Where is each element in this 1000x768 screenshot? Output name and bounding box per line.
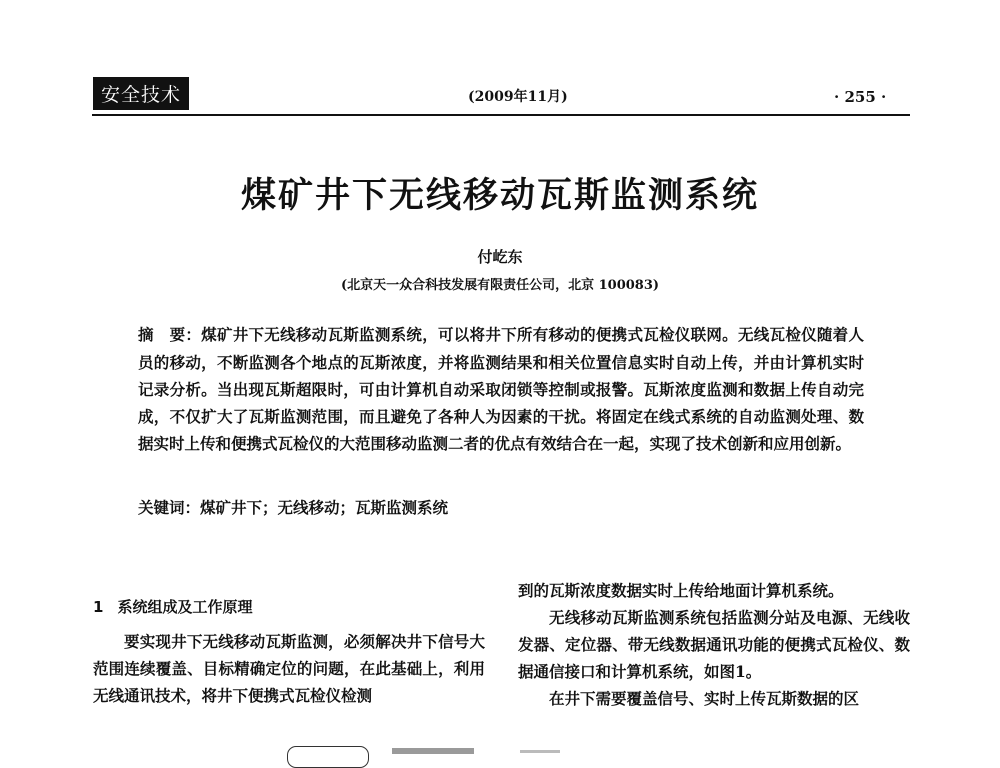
keywords-text: 煤矿井下；无线移动；瓦斯监测系统: [200, 498, 449, 517]
section-number: 1: [93, 598, 104, 616]
right-paragraph: 无线移动瓦斯监测系统包括监测分站及电源、无线收发器、定位器、带无线数据通讯功能的便携式瓦检仪、数据通信接口和计算机系统，如图1。: [518, 608, 910, 681]
section-tag: 安全技术: [93, 77, 189, 110]
right-column: [518, 577, 910, 712]
section-heading: [93, 596, 252, 617]
figure-fragment-bar: [392, 748, 474, 754]
right-paragraph: 在井下需要覆盖信号、实时上传瓦斯数据的区: [549, 689, 860, 708]
left-column: [93, 628, 485, 709]
issue-date: (2009年11月): [468, 89, 568, 105]
abstract-label: 摘 要：: [138, 326, 202, 344]
article-title: 煤矿井下无线移动瓦斯监测系统: [240, 176, 759, 216]
abstract: [138, 321, 864, 457]
keywords: [138, 496, 864, 518]
section-title: 系统组成及工作原理: [117, 598, 253, 616]
header-rule: [92, 114, 910, 116]
keywords-label: 关键词：: [138, 499, 201, 517]
figure-fragment: [287, 746, 369, 768]
affiliation: (北京天一众合科技发展有限责任公司，北京 100083): [340, 278, 660, 293]
page-number: · 255 ·: [834, 88, 887, 106]
figure-fragment-line: [520, 750, 560, 753]
abstract-text: 煤矿井下无线移动瓦斯监测系统，可以将井下所有移动的便携式瓦检仪联网。无线瓦检仪随着人员的移动，不断监测各个地点的瓦斯浓度，并将监测结果和相关位置信息实时自动上传，并由计算机实时记录分析。当出现瓦斯超限时，可由计算机自动采取闭锁等控制或报警。瓦斯浓度监测和数据上传自动完成，不仅扩大了瓦斯监测范围，而且避免了各种人为因素的干扰。将固定在线式系统的自动监测处理、数据实时上传和便携式瓦检仪的大范围移动监测二者的优点有效结合在一起，实现了技术创新和应用创新。: [138, 325, 864, 453]
author: 付屹东: [477, 248, 523, 266]
right-paragraph-continued: 到的瓦斯浓度数据实时上传给地面计算机系统。: [518, 581, 844, 600]
left-paragraph: 要实现井下无线移动瓦斯监测，必须解决井下信号大范围连续覆盖、目标精确定位的问题，在此基础上，利用无线通讯技术，将井下便携式瓦检仪检测: [93, 632, 485, 705]
